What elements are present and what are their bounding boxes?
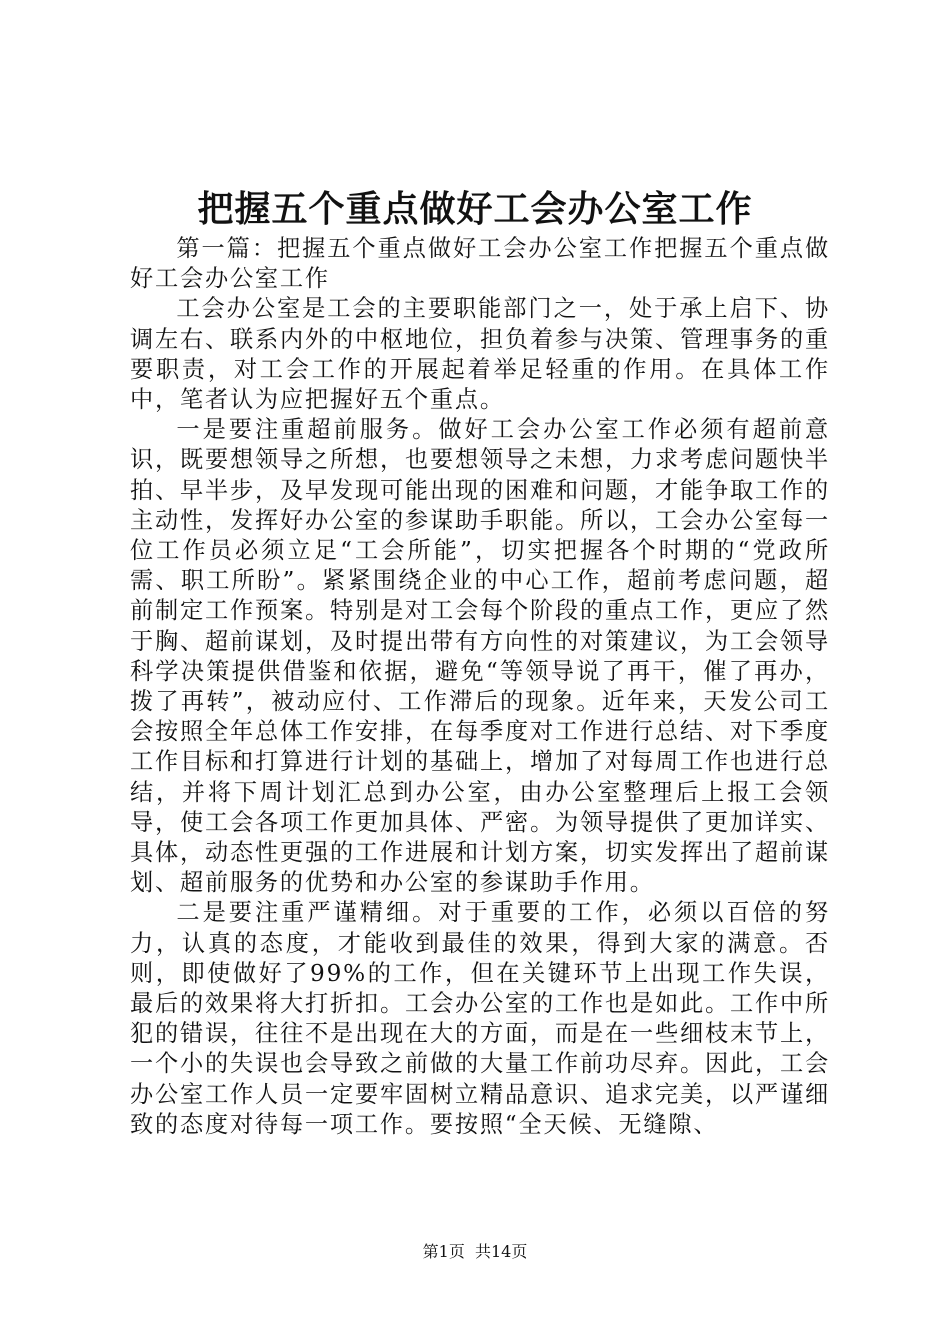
paragraph-point-two: 二是要注重严谨精细。对于重要的工作，必须以百倍的努力，认真的态度，才能收到最佳的效果，得到大家的满意。否则，即使做好了99%的工作，但在关键环节上出现工作失误，最后的效果将大打折扣。工会办公室的工作也是如此。工作中所犯的错误，往往不是出现在大的方面，而是在一些细枝末节上，一个小的失误也会导致之前做的大量工作前功尽弃。因此，工会办公室工作人员一定要牢固树立精品意识、追求完美，以严谨细致的态度对待每一项工作。要按照“全天候、无缝隙、 [130,899,830,1138]
document-body [130,234,830,1140]
page-number: 第1页 共14页 [422,1242,528,1261]
paragraph-intro: 工会办公室是工会的主要职能部门之一，处于承上启下、协调左右、联系内外的中枢地位，担负着参与决策、管理事务的重要职责，对工会工作的开展起着举足轻重的作用。在具体工作中，笔者认为应把握好五个重点。 [130,295,830,414]
document-title: 把握五个重点做好工会办公室工作 [197,188,753,230]
page-footer [0,1240,950,1264]
paragraph-heading: 第一篇：把握五个重点做好工会办公室工作把握五个重点做好工会办公室工作 [130,235,830,293]
paragraph-point-one: 一是要注重超前服务。做好工会办公室工作必须有超前意识，既要想领导之所想，也要想领导之未想，力求考虑问题快半拍、早半步，及早发现可能出现的困难和问题，才能争取工作的主动性，发挥好办公室的参谋助手职能。所以，工会办公室每一位工作员必须立足“工会所能”，切实把握各个时期的“党政所需、职工所盼”。紧紧围绕企业的中心工作，超前考虑问题，超前制定工作预案。特别是对工会每个阶段的重点工作，更应了然于胸、超前谋划，及时提出带有方向性的对策建议，为工会领导科学决策提供借鉴和依据，避免“等领导说了再干，催了再办，拨了再转”，被动应付、工作滞后的现象。近年来，天发公司工会按照全年总体工作安排，在每季度对工作进行总结、对下季度工作目标和打算进行计划的基础上，增加了对每周工作也进行总结，并将下周计划汇总到办公室，由办公室整理后上报工会领导，使工会各项工作更加具体、严密。为领导提供了更加详实、具体，动态性更强的工作进展和计划方案，切实发挥出了超前谋划、超前服务的优势和办公室的参谋助手作用。 [130,416,830,897]
